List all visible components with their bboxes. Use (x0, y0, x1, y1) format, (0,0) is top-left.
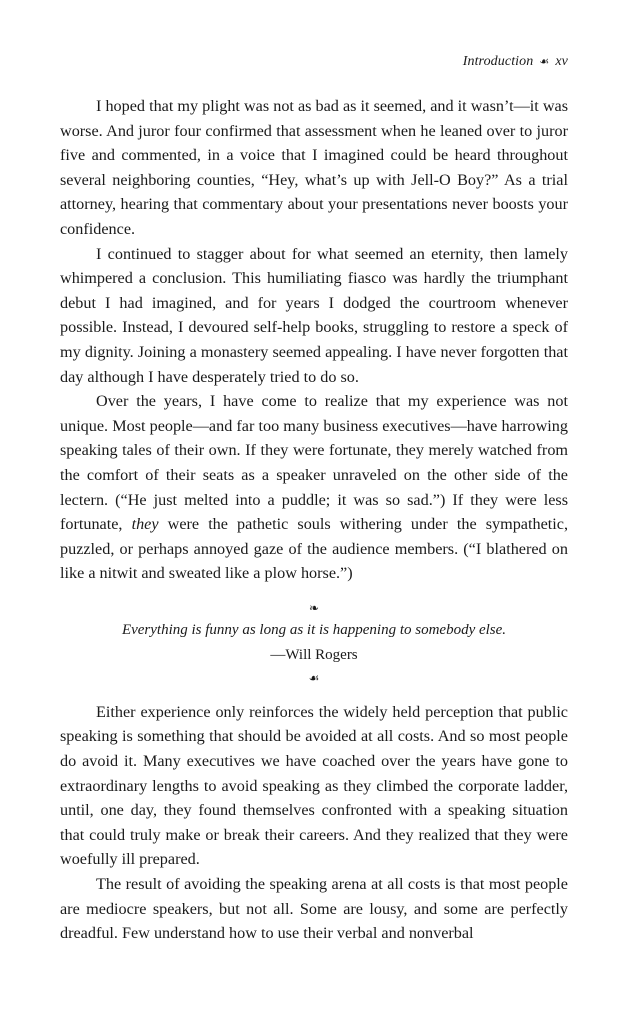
fleuron-ornament-icon: ☙ (308, 670, 320, 685)
epigraph (60, 598, 568, 688)
paragraph-3-text-a: Over the years, I have come to realize that my experience was not unique. Most people—and far too many business executives—have harrowing speaking tales of their own. If they were fortunate, they merely watched from the comfort of their seats as a speaker unraveled on the other side of the lectern. (“He just melted into a puddle; it was so sad.”) If they were less fortunate, (60, 392, 568, 534)
section-title: Introduction (462, 54, 534, 69)
fleuron-ornament-icon: ☙ (539, 56, 550, 68)
hedera-ornament-icon: ❧ (308, 600, 320, 615)
paragraph-5: The result of avoiding the speaking arena at all costs is that most people are mediocre speakers, but not all. Some are lousy, and some are perfectly dreadful. Few understand how to use their verbal and nonverbal (60, 875, 568, 943)
epigraph-attribution: —Will Rogers (270, 646, 358, 663)
book-page (60, 52, 568, 946)
body-continued (60, 700, 568, 946)
paragraph-1: I hoped that my plight was not as bad as it seemed, and it wasn’t—it was worse. And juror four confirmed that assessment when he leaned over to juror five and commented, in a voice that I imagined could be heard throughout several neighboring counties, “Hey, what’s up with Jell-O Boy?” As a trial attorney, hearing that commentary about your presentations never boosts your confidence. (60, 97, 568, 238)
paragraph-4: Either experience only reinforces the widely held perception that public speaking is something that should be avoided at all costs. And so most people do avoid it. Many executives we have coached over the years have gone to extraordinary lengths to avoid speaking as they climbed the corporate ladder, until, one day, they found themselves confronted with a speaking situation that could truly make or break their careers. And they realized that they were woefully ill prepared. (60, 702, 568, 869)
running-head (60, 52, 568, 72)
paragraph-3 (60, 389, 568, 586)
paragraph-3-emphasis: they (131, 515, 159, 534)
page-number: xv (555, 54, 568, 69)
paragraph-2: I continued to stagger about for what seemed an eternity, then lamely whimpered a conclusion. This humiliating fiasco was hardly the triumphant debut I had imagined, and for years I dodged the courtroom whenever possible. Instead, I devoured self-help books, struggling to restore a speck of my dignity. Joining a monastery seemed appealing. I have never forgotten that day although I have desperately tried to do so. (60, 244, 568, 386)
epigraph-quote: Everything is funny as long as it is happening to somebody else. (121, 621, 507, 638)
paragraph-3-text-b: were the pathetic souls withering under the sympathetic, puzzled, or perhaps annoyed gaze of the audience members. (“I blathered on like a nitwit and sweated like a plow horse.”) (60, 515, 568, 583)
